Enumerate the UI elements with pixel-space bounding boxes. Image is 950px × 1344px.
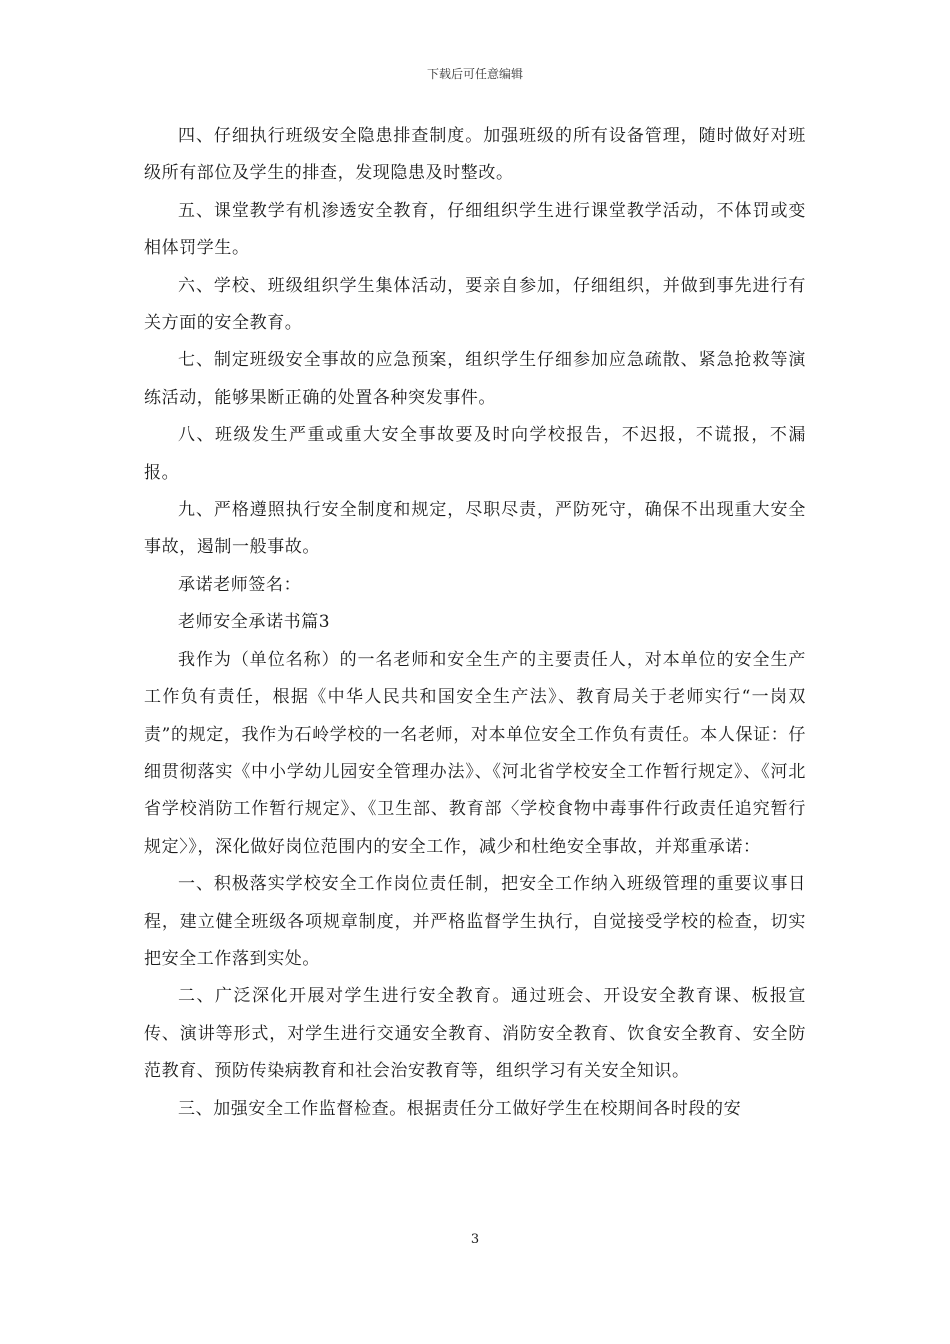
commitment-item-1: 一、积极落实学校安全工作岗位责任制，把安全工作纳入班级管理的重要议事日程，建立健全班级各项规章制度，并严格监督学生执行，自觉接受学校的检查，切实把安全工作落到实处。 <box>144 874 806 969</box>
document-body <box>144 118 806 1128</box>
paragraph-item-7: 七、制定班级安全事故的应急预案，组织学生仔细参加应急疏散、紧急抢救等演练活动，能够果断正确的处置各种突发事件。 <box>144 350 806 408</box>
commitment-item-3: 三、加强安全工作监督检查。根据责任分工做好学生在校期间各时段的安 <box>178 1098 742 1119</box>
signature-line: 承诺老师签名： <box>178 574 302 595</box>
commitment-item-2: 二、广泛深化开展对学生进行安全教育。通过班会、开设安全教育课、板报宣传、演讲等形式，对学生进行交通安全教育、消防安全教育、饮食安全教育、安全防范教育、预防传染病教育和社会治安教育等，组织学习有关安全知识。 <box>144 986 806 1082</box>
paragraph-item-6: 六、学校、班级组织学生集体活动，要亲自参加，仔细组织，并做到事先进行有关方面的安全教育。 <box>144 275 806 334</box>
paragraph-item-8: 八、班级发生严重或重大安全事故要及时向学校报告，不迟报，不谎报，不漏报。 <box>144 425 806 483</box>
paragraph-item-9: 九、严格遵照执行安全制度和规定，尽职尽责，严防死守，确保不出现重大安全事故，遏制一般事故。 <box>144 500 806 558</box>
paragraph-item-5: 五、课堂教学有机渗透安全教育，仔细组织学生进行课堂教学活动，不体罚或变相体罚学生。 <box>144 200 806 259</box>
intro-paragraph: 我作为（单位名称）的一名老师和安全生产的主要责任人，对本单位的安全生产工作负有责任，根据《中华人民共和国安全生产法》、教育局关于老师实行“一岗双责”的规定，我作为石岭学校的一名老师，对本单位安全工作负有责任。本人保证：仔细贯彻落实《中小学幼儿园安全管理办法》、《河北省学校安全工作暂行规定》、《河北省学校消防工作暂行规定》、《卫生部、教育部〈学校食物中毒事件行政责任追究暂行规定〉》，深化做好岗位范围内的安全工作，减少和杜绝安全事故，并郑重承诺： <box>144 649 806 857</box>
page-header: 下载后可任意编辑 <box>426 67 523 81</box>
paragraph-item-4: 四、仔细执行班级安全隐患排查制度。加强班级的所有设备管理，随时做好对班级所有部位及学生的排查，发现隐患及时整改。 <box>144 126 806 184</box>
section-title: 老师安全承诺书篇3 <box>178 612 331 633</box>
page-number: 3 <box>470 1232 480 1247</box>
